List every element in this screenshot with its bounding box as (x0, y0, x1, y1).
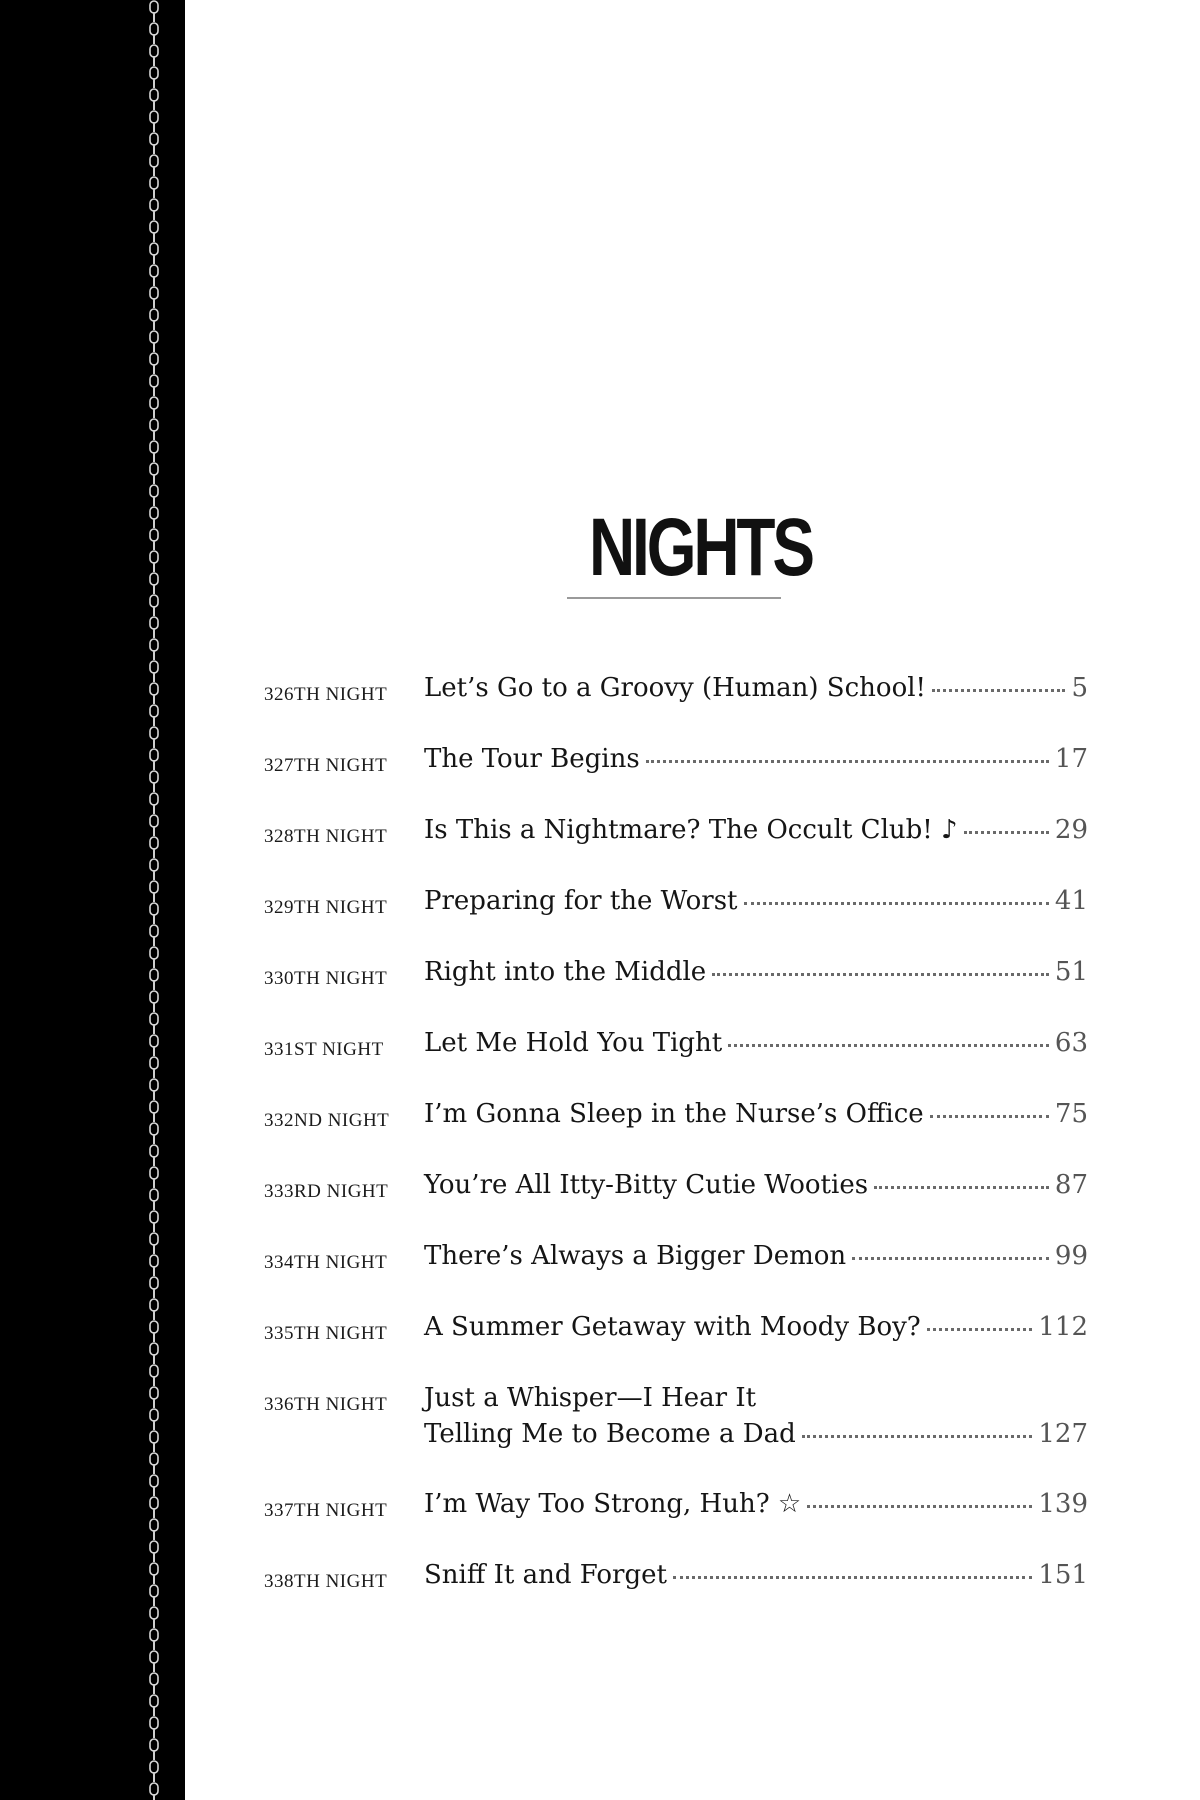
page-number: 151 (1038, 1560, 1088, 1590)
dot-leader (646, 760, 1049, 763)
chapter-number: 333RD NIGHT (264, 1181, 389, 1202)
chapter-number: 331ST NIGHT (264, 1039, 384, 1060)
dot-leader (728, 1044, 1049, 1047)
page-number: 51 (1054, 957, 1088, 987)
chapter-title-row (424, 1557, 1088, 1593)
chapter-number: 338TH NIGHT (264, 1571, 388, 1592)
chapter-title-row (424, 1486, 1088, 1522)
chapter-title-row (424, 883, 1088, 919)
dot-leader (802, 1435, 1033, 1438)
chapter-number: 329TH NIGHT (264, 897, 388, 918)
chapter-number: 326TH NIGHT (264, 684, 388, 705)
page-number: 63 (1054, 1028, 1088, 1058)
chapter-title: Telling Me to Become a Dad (424, 1419, 796, 1449)
page-number: 75 (1054, 1099, 1088, 1129)
chapter-title-row (424, 1167, 1088, 1203)
chapter-title: A Summer Getaway with Moody Boy? (424, 1312, 921, 1342)
chapter-number: 332ND NIGHT (264, 1110, 390, 1131)
page-number: 112 (1038, 1312, 1088, 1342)
chapter-title-row (424, 1416, 1088, 1452)
chapter-title: You’re All Itty-Bitty Cutie Wooties (424, 1170, 869, 1200)
dot-leader (964, 831, 1049, 834)
chapter-title: Preparing for the Worst (424, 886, 738, 916)
chapter-number: 328TH NIGHT (264, 826, 388, 847)
chapter-title: There’s Always a Bigger Demon (424, 1241, 847, 1271)
chapter-number: 327TH NIGHT (264, 755, 388, 776)
page-number: 41 (1054, 886, 1088, 916)
chapter-title: The Tour Begins (424, 744, 640, 774)
page-number: 139 (1038, 1489, 1088, 1519)
dot-leader (852, 1257, 1049, 1260)
chapter-number: 336TH NIGHT (264, 1394, 388, 1415)
chapter-title-row (424, 670, 1088, 706)
dot-leader (744, 902, 1049, 905)
dot-leader (807, 1505, 1032, 1508)
chapter-title: I’m Gonna Sleep in the Nurse’s Office (424, 1099, 924, 1129)
dot-leader (712, 973, 1049, 976)
dot-leader (930, 1115, 1049, 1118)
dot-leader (874, 1186, 1049, 1189)
chapter-title-row (424, 1309, 1088, 1345)
chapter-number: 337TH NIGHT (264, 1500, 388, 1521)
page-number: 17 (1054, 744, 1088, 774)
page-number: 127 (1038, 1419, 1088, 1449)
chapter-title: I’m Way Too Strong, Huh? ☆ (424, 1489, 802, 1519)
chapter-number: 330TH NIGHT (264, 968, 388, 989)
chapter-title-line-1: Just a Whisper—I Hear It (424, 1383, 757, 1413)
chapter-title-row (424, 954, 1088, 990)
chapter-title-row (424, 1238, 1088, 1274)
chapter-title: Is This a Nightmare? The Occult Club! ♪ (424, 815, 958, 845)
chapter-title: Let’s Go to a Groovy (Human) School! (424, 673, 926, 703)
chapter-title-row (424, 1096, 1088, 1132)
page-number: 99 (1054, 1241, 1088, 1271)
chapter-number: 335TH NIGHT (264, 1323, 388, 1344)
chapter-title: Let Me Hold You Tight (424, 1028, 723, 1058)
page-title: NIGHTS (588, 502, 812, 593)
page-number: 87 (1054, 1170, 1088, 1200)
page-number: 29 (1054, 815, 1088, 845)
dot-leader (932, 689, 1065, 692)
chapter-title-row (424, 812, 1088, 848)
dot-leader (673, 1576, 1032, 1579)
chapter-title: Right into the Middle (424, 957, 707, 987)
dot-leader (927, 1328, 1033, 1331)
chapter-number: 334TH NIGHT (264, 1252, 388, 1273)
chapter-title-row (424, 741, 1088, 777)
chapter-title: Sniff It and Forget (424, 1560, 667, 1590)
page-number: 5 (1071, 673, 1088, 703)
chapter-title-row (424, 1025, 1088, 1061)
